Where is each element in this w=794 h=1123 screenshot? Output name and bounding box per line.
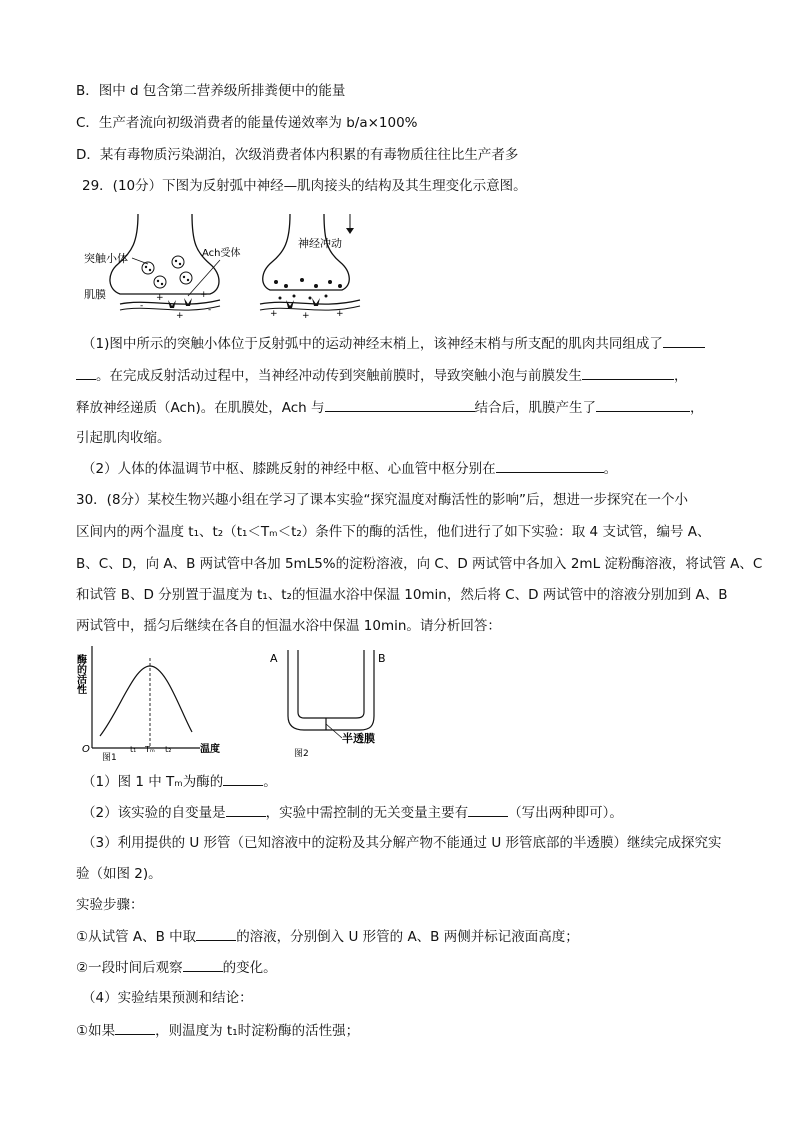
steps-heading: 实验步骤： [76,897,144,913]
receptor-label: Ach受体 [202,248,241,259]
result-1: ①如果 ，则温度为 t₁时淀粉酶的活性强； [76,1020,359,1041]
q30-part2: （2）该实验的自变量是 ，实验中需控制的无关变量主要有 （写出两种即可）。 [82,802,623,823]
q29-part1-line1: （1)图中所示的突触小体位于反射弧中的运动神经末梢上，该神经末梢与所支配的肌肉共同组成了 [82,333,705,354]
impulse-label: 神经冲动 [298,237,342,250]
q30-stem-5: 两试管中，摇匀后继续在各自的恒温水浴中保温 10min。请分析回答： [76,618,501,634]
step-1: ①从试管 A、B 中取 的溶液，分别倒入 U 形管的 A、B 两侧并标记液面高度； [76,926,579,947]
option-b: B．图中 d 包含第二营养级所排粪便中的能量 [76,83,346,99]
q30-stem-3: B、C、D，向 A、B 两试管中各加 5mL5%的淀粉溶液，向 C、D 两试管中各加入 2mL 淀粉酶溶液，将试管 A、C [76,556,763,572]
neuromuscular-junction-figure [80,212,380,327]
label-a: A [270,652,278,665]
figure1-caption: 图1 [102,753,117,763]
svg-text:+: + [176,311,184,321]
q29-part1-line2: 。在完成反射活动过程中，当神经冲动传到突触前膜时，导致突触小泡与前膜发生 ， [76,365,688,386]
q30-part3-line2: 验（如图 2)。 [76,866,162,882]
q30-part3-line1: （3）利用提供的 U 形管（已知溶液中的淀粉及其分解产物不能通过 U 形管底部的半透膜）继续完成探究实 [82,835,722,851]
label-b: B [378,652,386,665]
svg-text:+: + [302,311,310,321]
tick-t1: t₁ [130,745,137,754]
q30-part4: （4）实验结果预测和结论： [82,990,253,1006]
question-29-stem: 29．(10分）下图为反射弧中神经—肌肉接头的结构及其生理变化示意图。 [82,178,527,194]
svg-text:+: + [270,309,278,319]
q29-part2: （2）人体的体温调节中枢、膝跳反射的神经中枢、心血管中枢分别在 。 [82,458,617,479]
semipermeable-label: 半透膜 [342,732,375,745]
svg-text:+: + [336,309,344,319]
enzyme-activity-graph [76,640,236,765]
q29-part1-line4: 引起肌肉收缩。 [76,430,171,446]
figure2-caption: 图2 [294,749,309,759]
membrane-label: 肌膜 [84,288,106,301]
svg-text:+: + [156,293,164,303]
u-tube-figure [268,646,408,758]
tick-tm: Tₘ [145,745,155,754]
q30-stem-2: 区间内的两个温度 t₁、t₂（t₁＜Tₘ＜t₂）条件下的酶的活性，他们进行了如下实验：取 4 支试管，编号 A、 [76,524,711,540]
step-2: ②一段时间后观察 的变化。 [76,957,277,978]
y-axis-label: 酶的活性 [74,654,86,694]
q30-stem-4: 和试管 B、D 分别置于温度为 t₁、t₂的恒温水浴中保温 10min，然后将 C、D 两试管中的溶液分别加到 A、B [76,587,728,603]
q29-part1-line3: 释放神经递质（Ach)。在肌膜处，Ach 与 结合后，肌膜产生了 ， [76,397,704,418]
tick-t2: t₂ [165,745,172,754]
x-axis-label: 温度 [200,744,220,755]
option-c: C．生产者流向初级消费者的能量传递效率为 b/a×100% [76,115,418,131]
option-d: D．某有毒物质污染湖泊，次级消费者体内积累的有毒物质往往比生产者多 [76,147,519,163]
q30-stem-1: 30．(8分）某校生物兴趣小组在学习了课本实验“探究温度对酶活性的影响”后，想进一步探究在一个小 [76,492,689,508]
q30-part1: （1）图 1 中 Tₘ为酶的 。 [82,771,277,792]
svg-text:-: - [140,301,144,311]
svg-text:-: - [208,305,212,315]
origin-label: O [82,744,90,755]
svg-text:+: + [200,290,208,300]
vesicle-label: 突触小体 [84,252,128,265]
